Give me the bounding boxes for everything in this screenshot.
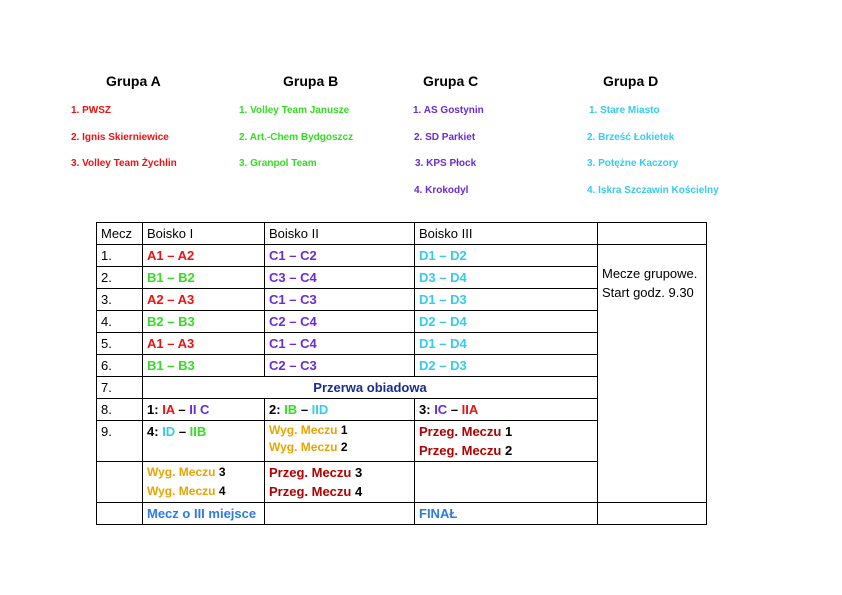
match-code: 1: <box>147 402 159 417</box>
dash: – <box>450 402 459 417</box>
match-boisko-2 <box>265 462 415 503</box>
loser-label: Przeg. Meczu <box>269 484 352 499</box>
match-boisko-1: A2 – A3 <box>143 289 265 311</box>
match-boisko-1 <box>143 421 265 462</box>
group-c-team: 2. SD Parkiet <box>414 131 476 143</box>
dash: – <box>178 402 186 417</box>
final-match: FINAŁ <box>415 503 598 525</box>
team-ref: IB <box>284 402 298 417</box>
dash: – <box>178 424 187 439</box>
match-ref: 2 <box>340 440 348 454</box>
match-boisko-2 <box>265 399 415 421</box>
group-d-team: 3. Potężne Kaczory <box>587 158 679 170</box>
match-boisko-3: D1 – D2 <box>415 245 598 267</box>
table-row <box>97 245 707 267</box>
group-b-list <box>239 98 353 178</box>
team-ref: ID <box>162 424 176 439</box>
match-boisko-1: B1 – B3 <box>143 355 265 377</box>
schedule-table <box>96 222 707 525</box>
loser-label: Przeg. Meczu <box>419 443 502 458</box>
header-boisko-1: Boisko I <box>143 223 265 245</box>
match-code: 3: <box>419 402 431 417</box>
match-boisko-2: C1 – C3 <box>265 289 415 311</box>
match-boisko-3: D1 – D4 <box>415 333 598 355</box>
table-row <box>97 503 707 525</box>
match-boisko-3 <box>415 399 598 421</box>
lunch-break: Przerwa obiadowa <box>143 377 598 399</box>
match-code: 2: <box>269 402 281 417</box>
match-ref: 4 <box>218 484 226 498</box>
team-ref: IA <box>162 402 175 417</box>
header-mecz: Mecz <box>97 223 143 245</box>
group-d-list <box>587 98 719 205</box>
match-boisko-3: D3 – D4 <box>415 267 598 289</box>
match-boisko-3 <box>415 462 598 503</box>
group-b-title: Grupa B <box>283 73 339 89</box>
match-boisko-2: C2 – C4 <box>265 311 415 333</box>
team-ref: IC <box>434 402 448 417</box>
match-code: 4: <box>147 424 159 439</box>
group-b-team: 1. Volley Team Janusze <box>239 105 350 116</box>
match-boisko-1: A1 – A2 <box>143 245 265 267</box>
group-d-team: 2. Brześć Łokietek <box>587 131 675 143</box>
group-b-team: 3. Granpol Team <box>239 158 317 170</box>
match-number: 4. <box>97 311 143 333</box>
match-number: 8. <box>97 399 143 421</box>
match-number <box>97 462 143 503</box>
note-empty <box>598 503 707 525</box>
match-ref: 1 <box>340 423 348 437</box>
match-number: 3. <box>97 289 143 311</box>
group-a-title: Grupa A <box>106 73 161 89</box>
header-boisko-2: Boisko II <box>265 223 415 245</box>
match-boisko-3: D2 – D4 <box>415 311 598 333</box>
loser-label: Przeg. Meczu <box>419 424 502 439</box>
loser-label: Przeg. Meczu <box>269 465 352 480</box>
team-ref: II C <box>189 402 210 417</box>
match-boisko-2 <box>265 503 415 525</box>
match-boisko-2: C1 – C4 <box>265 333 415 355</box>
match-boisko-1 <box>143 462 265 503</box>
match-boisko-2 <box>265 421 415 462</box>
match-ref: 3 <box>354 465 363 480</box>
group-d-team: 1. Stare Miasto <box>589 105 660 116</box>
match-ref: 1 <box>504 424 513 439</box>
group-c-title: Grupa C <box>423 73 479 89</box>
group-a-team: 2. Ignis Skierniewice <box>71 131 169 143</box>
dash: – <box>300 402 309 417</box>
group-b-team: 2. Art.-Chem Bydgoszcz <box>239 131 354 143</box>
match-boisko-1: B2 – B3 <box>143 311 265 333</box>
match-number <box>97 503 143 525</box>
group-a-list <box>71 98 177 178</box>
match-boisko-2: C3 – C4 <box>265 267 415 289</box>
group-a-team: 1. PWSZ <box>71 105 112 116</box>
match-ref: 3 <box>218 465 226 479</box>
header-empty <box>598 223 707 245</box>
group-d-team: 4. Iskra Szczawin Kościelny <box>587 185 719 197</box>
match-number: 1. <box>97 245 143 267</box>
winner-label: Wyg. Meczu <box>147 484 216 498</box>
match-number: 2. <box>97 267 143 289</box>
group-c-team: 1. AS Gostynin <box>413 105 484 116</box>
match-ref: 2 <box>504 443 513 458</box>
group-c-list <box>413 98 484 205</box>
group-a-team: 3. Volley Team Żychlin <box>71 158 177 170</box>
header-boisko-3: Boisko III <box>415 223 598 245</box>
group-stage-note: Mecze grupowe. Start godz. 9.30 <box>598 245 707 503</box>
match-boisko-1: B1 – B2 <box>143 267 265 289</box>
winner-label: Wyg. Meczu <box>147 465 216 479</box>
third-place-match: Mecz o III miejsce <box>143 503 265 525</box>
match-number: 5. <box>97 333 143 355</box>
group-c-team: 3. KPS Płock <box>415 158 477 170</box>
team-ref: IIB <box>189 424 207 439</box>
match-boisko-1: A1 – A3 <box>143 333 265 355</box>
match-number: 7. <box>97 377 143 399</box>
winner-label: Wyg. Meczu <box>269 440 338 454</box>
match-boisko-3: D2 – D3 <box>415 355 598 377</box>
group-d-title: Grupa D <box>603 73 659 89</box>
team-ref: IID <box>311 402 329 417</box>
group-c-team: 4. Krokodyl <box>414 185 469 197</box>
match-boisko-2: C2 – C3 <box>265 355 415 377</box>
match-number: 9. <box>97 421 143 462</box>
match-boisko-2: C1 – C2 <box>265 245 415 267</box>
winner-label: Wyg. Meczu <box>269 423 338 437</box>
match-ref: 4 <box>354 484 363 499</box>
match-number: 6. <box>97 355 143 377</box>
table-header-row <box>97 223 707 245</box>
match-boisko-3: D1 – D3 <box>415 289 598 311</box>
match-boisko-1 <box>143 399 265 421</box>
match-boisko-3 <box>415 421 598 462</box>
team-ref: IIA <box>461 402 479 417</box>
